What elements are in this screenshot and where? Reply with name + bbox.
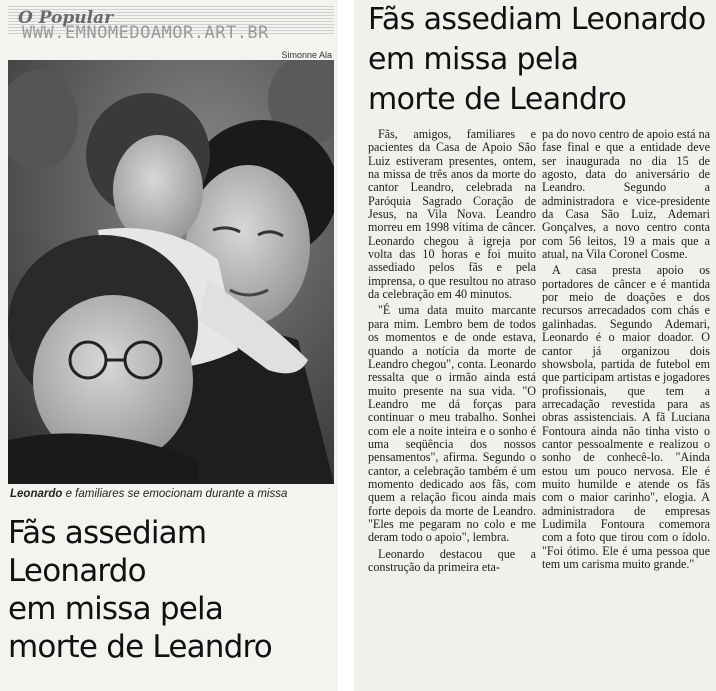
article-paragraph: A casa presta apoio os portadores de câncer e é mantida por meio de doações e dos recursos arrecadados com chás e galinhadas. Segundo Ademari, Leonardo é o maior doador. O cantor já organizou dois showsbola, partida de futebol em que participam artistas e jogadores profissionais, que tem a arrecadação revestida para as obras assistenciais. A fã Luciana Fontoura ainda não tinha visto o cantor pessoalmente e realizou o sonho de conhecê-lo. "Ainda estou um pouco nervosa. Ele é muito humilde e atende os fãs com o maior carinho", elogia. A administradora de empresas Ludimila Fontoura comemora com a foto que tirou com o ídolo. "Foi ótimo. Ele é uma pessoa que tem um carisma muito grande." (542, 263, 710, 571)
news-photo (8, 60, 334, 484)
headline-line: Fãs assediam Leonardo (368, 2, 706, 37)
watermark: WWW.EMNOMEDOAMOR.ART.BR (22, 23, 269, 43)
left-clipping (0, 0, 338, 691)
masthead (8, 4, 334, 43)
article-paragraph: Fãs, amigos, familiares e pacientes da Casa de Apoio São Luiz estiveram presentes, ontem, na missa de três anos da morte do cantor Leandro, celebrada na Paróquia Sagrado Coração de Jesus, na Vila Nova. Leandro morreu em 1998 vítima de câncer. Leonardo chegou à igreja por volta das 10 horas e foi muito assediado pelos fãs e pela imprensa, o que resultou no atraso da celebração em 40 minutos. (368, 127, 536, 302)
article-paragraph: pa do novo centro de apoio está na fase final e que a entidade deve ser inaugurada no dia 15 de agosto, data do aniversário de Leandro. Segundo a administradora e vice-presidente da Casa São Luiz, Ademari Gonçalves, a novo centro conta com 56 leitos, 19 a mais que a atual, na Vila Coronel Cosme. (542, 127, 710, 262)
photo-caption (10, 488, 287, 500)
caption-name: Leonardo (10, 488, 63, 500)
caption-text: e familiares se emocionam durante a missa (62, 488, 288, 500)
article-column-1 (368, 128, 536, 577)
article-column-2 (542, 128, 710, 574)
headline-line: morte de Leandro (8, 629, 272, 665)
headline-line: morte de Leandro (368, 82, 627, 117)
newspaper-logo: O Popular (18, 8, 114, 28)
article-paragraph: Leonardo destacou que a construção da primeira eta- (368, 546, 536, 574)
headline-line: em missa pela (368, 42, 579, 77)
headline-left (8, 514, 338, 666)
right-clipping (354, 0, 716, 691)
headline-line: Fãs assediam Leonardo (8, 515, 207, 589)
photo-credit: Simonne Ala (281, 50, 332, 60)
article-paragraph: "É uma data muito marcante para mim. Lembro bem de todos os momentos e de onde estava, quando a notícia da morte de Leandro chegou", conta. Leonardo ressalta que o irmão ainda está muito presente na sua vida. "O Leandro me dá forças para continuar o meu trabalho. Sonhei com ele a noite inteira e o sonho é uma seqüência dos nossos pensamentos", afirma. Segundo o cantor, a celebração também é um momento dedicado aos fãs, com quem a relação ficou ainda mais forte depois da morte de Leandro. "Eles me pegaram no colo e me deram todo o apoio", lembra. (368, 303, 536, 545)
headline-right (368, 0, 713, 120)
photo-illustration (8, 60, 334, 484)
headline-line: em missa pela (8, 591, 224, 627)
